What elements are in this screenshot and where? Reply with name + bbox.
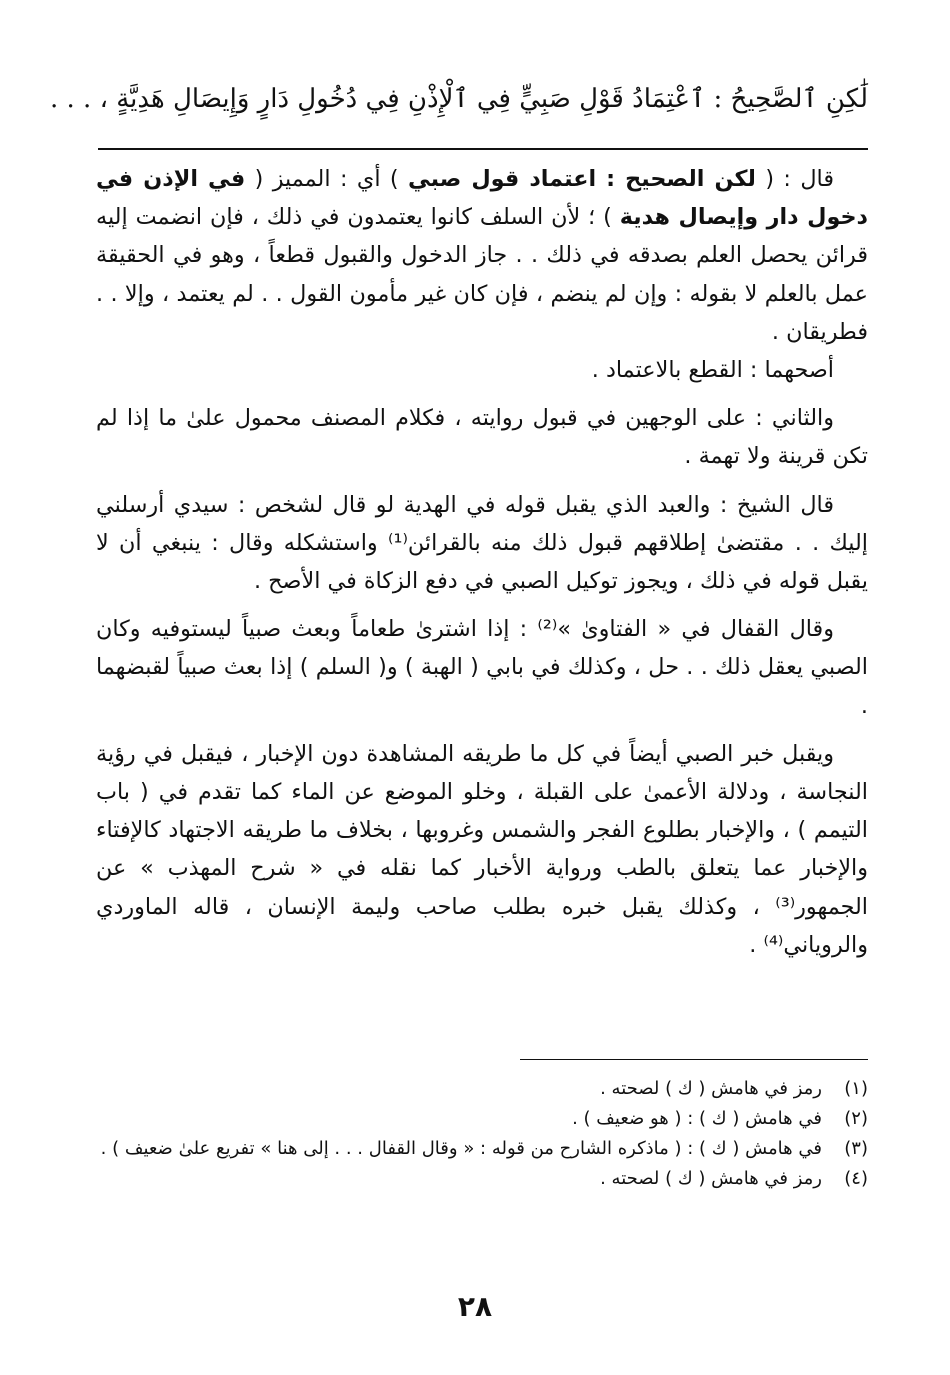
footnotes — [96, 1074, 868, 1194]
footnote-number: (٣) — [844, 1138, 868, 1159]
paragraph-2: أصحهما : القطع بالاعتماد . — [591, 357, 834, 384]
footnote-number: (١) — [844, 1078, 868, 1099]
paragraph-1-part-e: ) ؛ لأن السلف كانوا يعتمدون في ذلك ، فإن انضمت إليه قرائن يحصل العلم بصدقه في ذلك . . جاز الدخول والقبول قطعاً ، وهو في الحقيقة عمل بالعلم لا بقوله : وإن لم ينضم ، فإن كان غير مأمون القول . . لم يعتمد ، وإلا . . فطريقان . — [96, 204, 868, 345]
footnote-text: رمز في هامش ( ك ) لصحته . — [600, 1168, 822, 1189]
footnote-text: رمز في هامش ( ك ) لصحته . — [600, 1078, 822, 1099]
footnote-number: (٢) — [844, 1108, 868, 1129]
footnote-3 — [96, 1134, 868, 1164]
footnote-4 — [96, 1164, 868, 1194]
footnote-text: في هامش ( ك ) : ( ماذكره الشارح من قوله : « وقال القفال . . . إلى هنا » تفريع علىٰ ضعيف ) . — [100, 1138, 822, 1159]
matn-separator-rule — [98, 148, 868, 150]
commentary-body — [96, 160, 868, 964]
paragraph-4: قال الشيخ : والعبد الذي يقبل قوله في الهدية لو قال لشخص : سيدي أرسلني إليك . . مقتضىٰ إطلاقهم قبول ذلك منه بالقرائن⁽¹⁾ واستشكله وقال : ينبغي أن لا يقبل قوله في ذلك ، ويجوز توكيل الصبي في دفع الزكاة في الأصح . — [96, 491, 868, 595]
footnote-1 — [96, 1074, 868, 1104]
footnote-number: (٤) — [844, 1168, 868, 1189]
footnote-separator-rule — [520, 1059, 868, 1060]
paragraph-1 — [96, 160, 868, 351]
quoted-matn-1: لكن الصحيح : اعتماد قول صبي — [408, 166, 756, 192]
paragraph-1-part-a: قال : ( — [755, 166, 835, 192]
page-number: ٢٨ — [457, 1290, 493, 1323]
footnote-text: في هامش ( ك ) : ( هو ضعيف ) . — [572, 1108, 822, 1129]
footnote-2 — [96, 1104, 868, 1134]
matn-text: لَٰكِنِ ٱلصَّحِيحُ : ٱعْتِمَادُ قَوْلِ صَبِيٍّ فِي ٱلْإِذْنِ فِي دُخُولِ دَارٍ وَإِيصَالِ هَدِيَّةٍ ، . . . — [49, 84, 868, 114]
paragraph-1-part-c: ) أي : المميز ( — [245, 166, 409, 192]
quoted-matn-2: في الإذن في دخول دار وإيصال هدية — [96, 166, 868, 231]
paragraph-6: ويقبل خبر الصبي أيضاً في كل ما طريقه المشاهدة دون الإخبار ، فيقبل في رؤية النجاسة ، ودلالة الأعمىٰ على القبلة ، وخلو الموضع عن الماء كما تقدم في ( باب التيمم ) ، والإخبار بطلوع الفجر والشمس وغروبها ، بخلاف ما طريقه الاجتهاد كالإفتاء والإخبار عما يتعلق بالطب ورواية الأخبار كما نقله في « شرح المهذب » عن الجمهور⁽³⁾ ، وكذلك يقبل خبره بطلب صاحب وليمة الإنسان ، قاله الماوردي والروياني⁽⁴⁾ . — [96, 740, 868, 958]
paragraph-3: والثاني : على الوجهين في قبول روايته ، فكلام المصنف محمول علىٰ ما إذا لم تكن قرينة ولا تهمة . — [96, 405, 868, 470]
paragraph-5: وقال القفال في « الفتاوىٰ »⁽²⁾ : إذا اشترىٰ طعاماً وبعث صبياً ليستوفيه وكان الصبي يعقل ذلك . . حل ، وكذلك في بابي ( الهبة ) و( السلم ) إذا بعث صبياً لقبضهما . — [96, 616, 868, 719]
